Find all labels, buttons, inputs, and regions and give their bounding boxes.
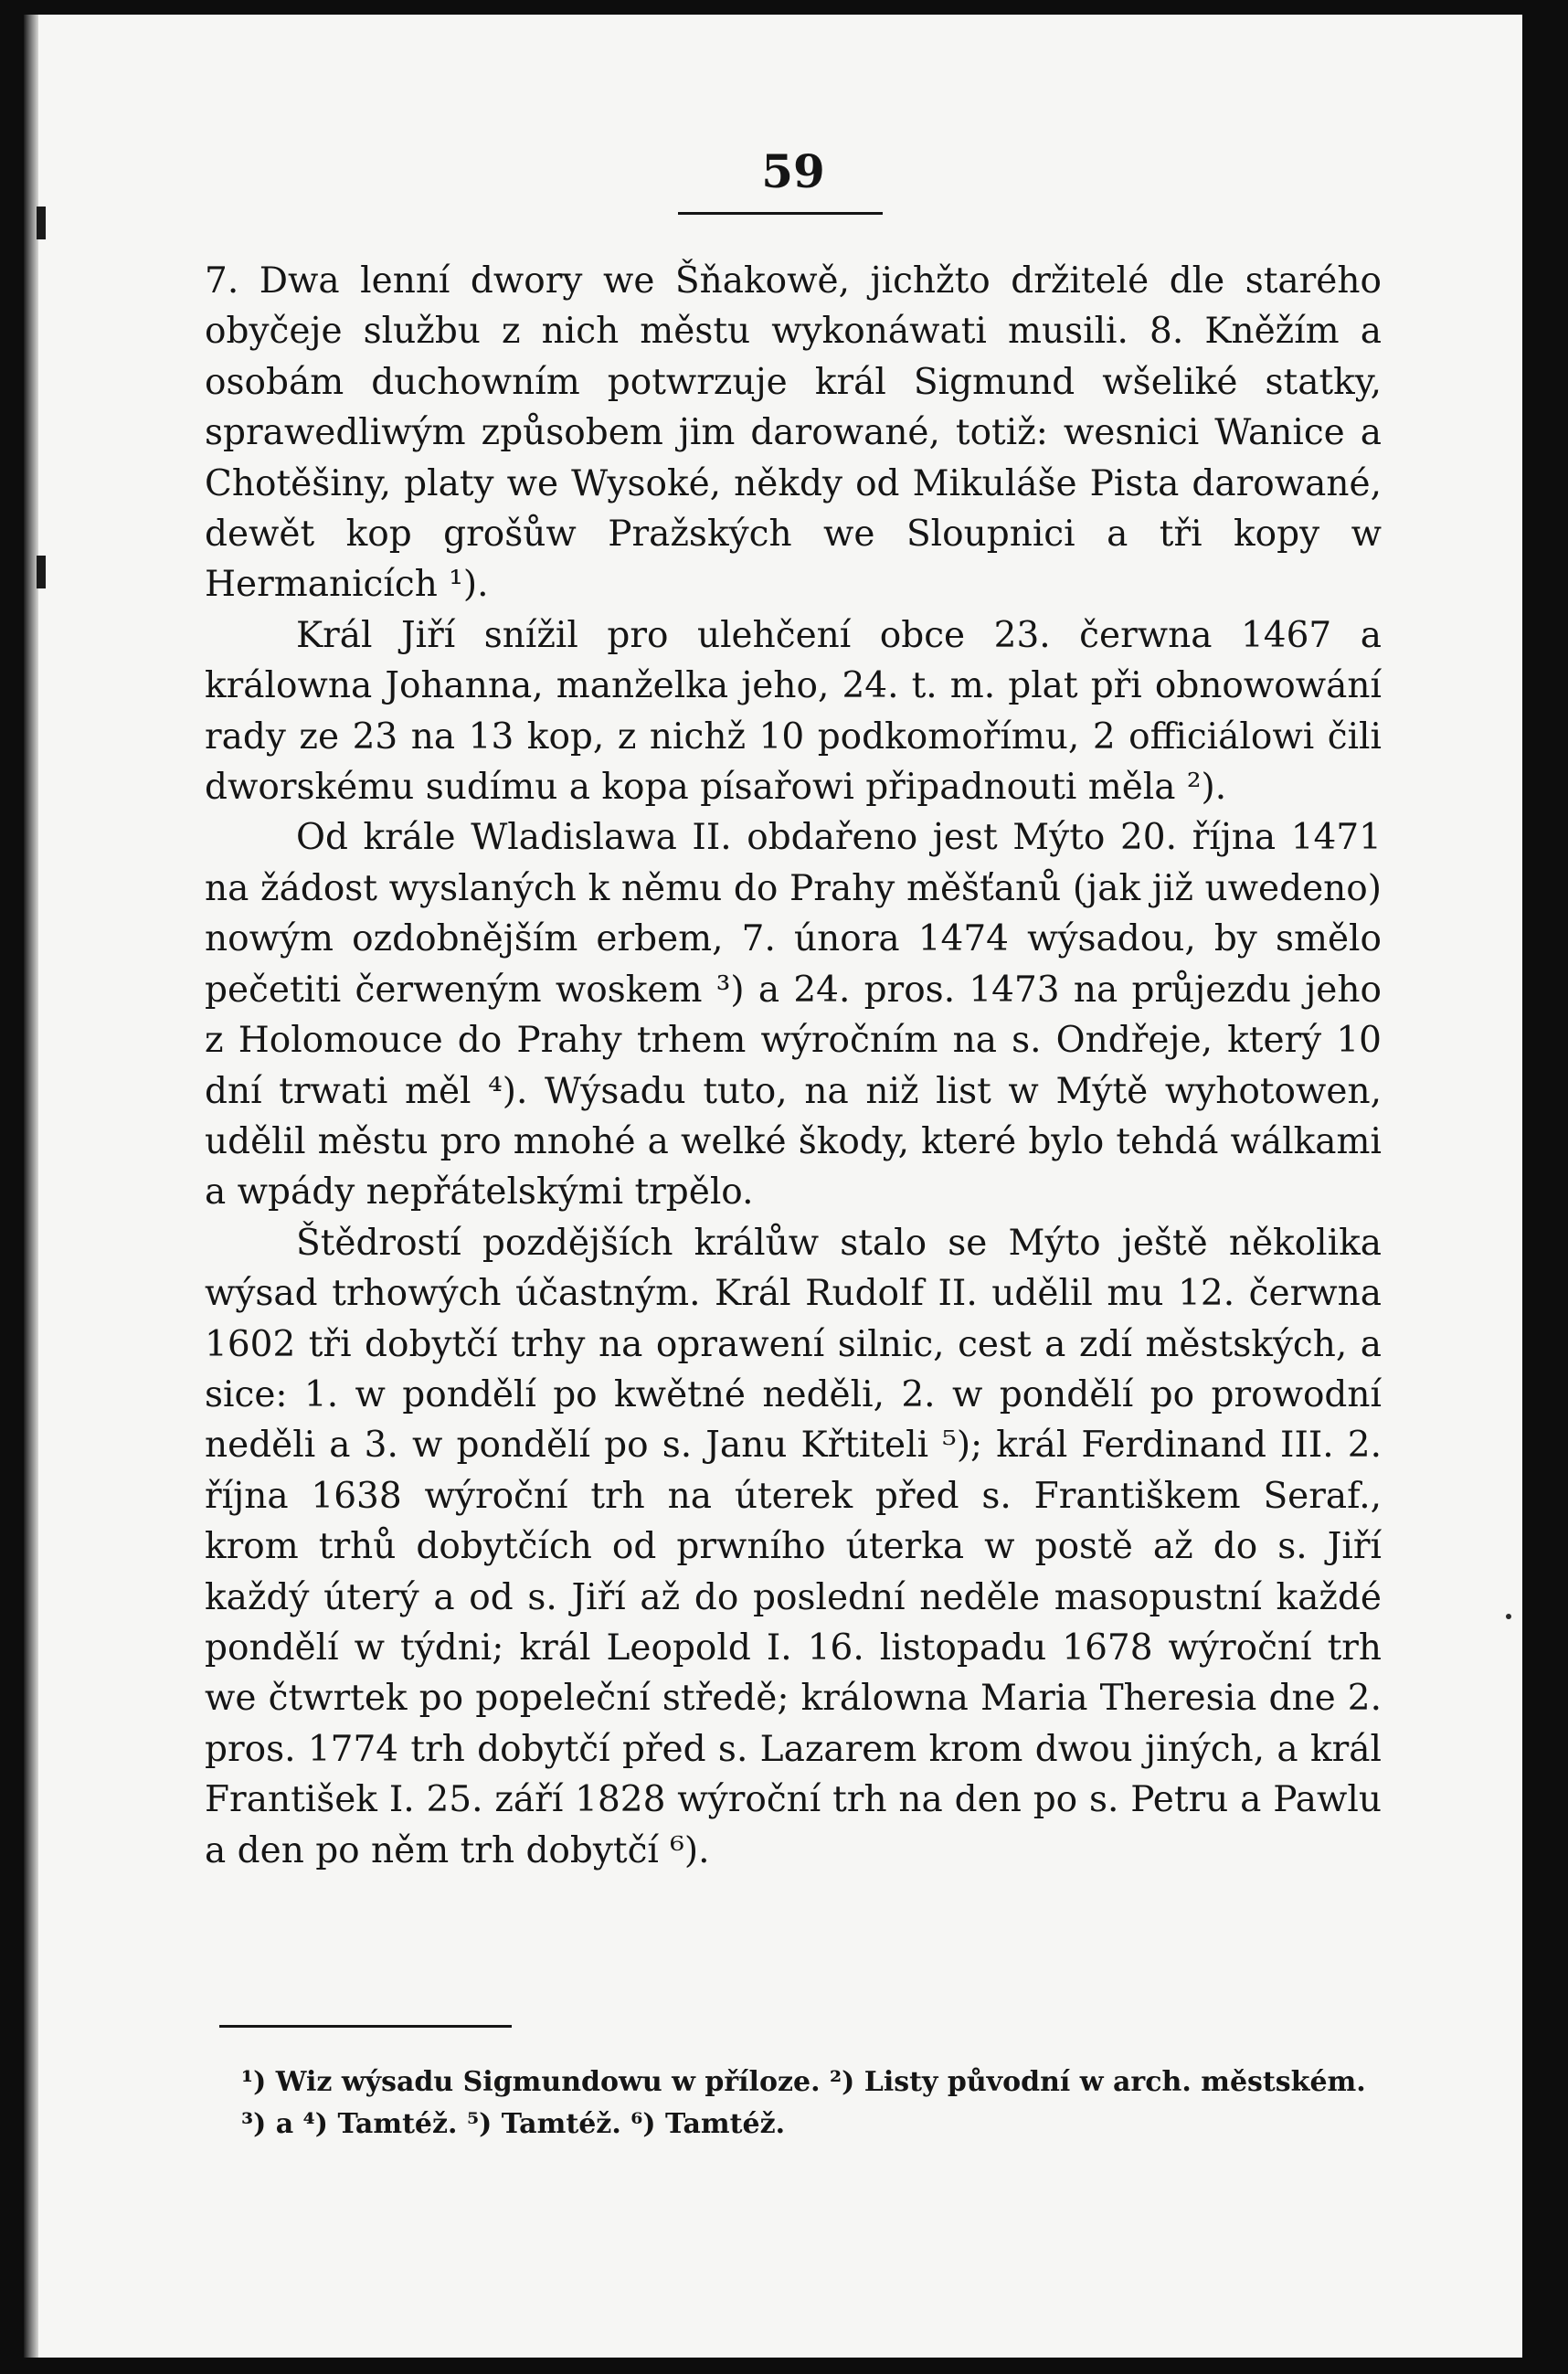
paragraph: Král Jiří snížil pro ulehčení obce 23. čerwna 1467 a králowna Johanna, manželka jeho, 24. t. m. plat při obnowowání rady ze 23 na 13 kop, z nichž 10 podkomořímu, 2 officiálowi čili dworskému sudímu a kopa písařowi připadnouti měla ²).	[205, 614, 1382, 809]
header-rule	[678, 212, 883, 215]
footnote-rule	[219, 2025, 512, 2028]
body-text	[205, 256, 1382, 1876]
paper-speck	[1506, 1614, 1511, 1619]
footnote-line: ³) a ⁴) Tamtéž. ⁵) Tamtéž. ⁶) Tamtéž.	[241, 2108, 786, 2140]
book-page	[24, 15, 1522, 2358]
page-number: 59	[761, 144, 825, 198]
edge-mark	[37, 207, 46, 239]
paragraph: 7. Dwa lenní dwory we Šňakowě, jichžto držitelé dle starého obyčeje službu z nich městu wykonáwati musili. 8. Kněžím a osobám duchowním potwrzuje král Sigmund wšeliké statky, sprawedliwým způsobem jim darowané, totiž: wesnici Wanice a Chotěšiny, platy we Wysoké, někdy od Mikuláše Pista darowané, dewět kop grošůw Pražských we Sloupnici a tři kopy w Hermanicích ¹).	[205, 260, 1382, 606]
edge-mark	[37, 556, 46, 588]
footnote-line: ¹) Wiz wýsadu Sigmundowu w příloze. ²) Listy původní w arch. městském.	[241, 2066, 1366, 2098]
paragraph: Od krále Wladislawa II. obdařeno jest Mýto 20. října 1471 na žádost wyslaných k němu do Prahy měšťanů (jak již uwedeno) nowým ozdobnějším erbem, 7. února 1474 wýsadou, by smělo pečetiti čerweným woskem ³) a 24. pros. 1473 na průjezdu jeho z Holomouce do Prahy trhem wýročním na s. Ondřeje, který 10 dní trwati měl ⁴). Wýsadu tuto, na niž list w Mýtě wyhotowen, udělil městu pro mnohé a welké škody, které bylo tehdá wálkami a wpády nepřátelskými trpělo.	[205, 817, 1382, 1213]
page-spine	[24, 15, 38, 2358]
footnotes	[241, 2061, 1393, 2146]
paragraph: Štědrostí pozdějších králůw stalo se Mýto ještě několika wýsad trhowých účastným. Král Rudolf II. udělil mu 12. čerwna 1602 tři dobytčí trhy na oprawení silnic, cest a zdí městských, a sice: 1. w pondělí po kwětné neděli, 2. w pondělí po prowodní neděli a 3. w pondělí po s. Janu Křtiteli ⁵); král Ferdinand III. 2. října 1638 wýroční trh na úterek před s. Františkem Seraf., krom trhů dobytčích od prwního úterka w postě až do s. Jiří každý úterý a od s. Jiří až do poslední neděle masopustní každé pondělí w týdni; král Leopold I. 16. listopadu 1678 wýroční trh we čtwrtek po popeleční středě; králowna Maria Theresia dne 2. pros. 1774 trh dobytčí před s. Lazarem krom dwou jiných, a král František I. 25. září 1828 wýroční trh na den po s. Petru a Pawlu a den po něm trh dobytčí ⁶).	[205, 1222, 1382, 1871]
